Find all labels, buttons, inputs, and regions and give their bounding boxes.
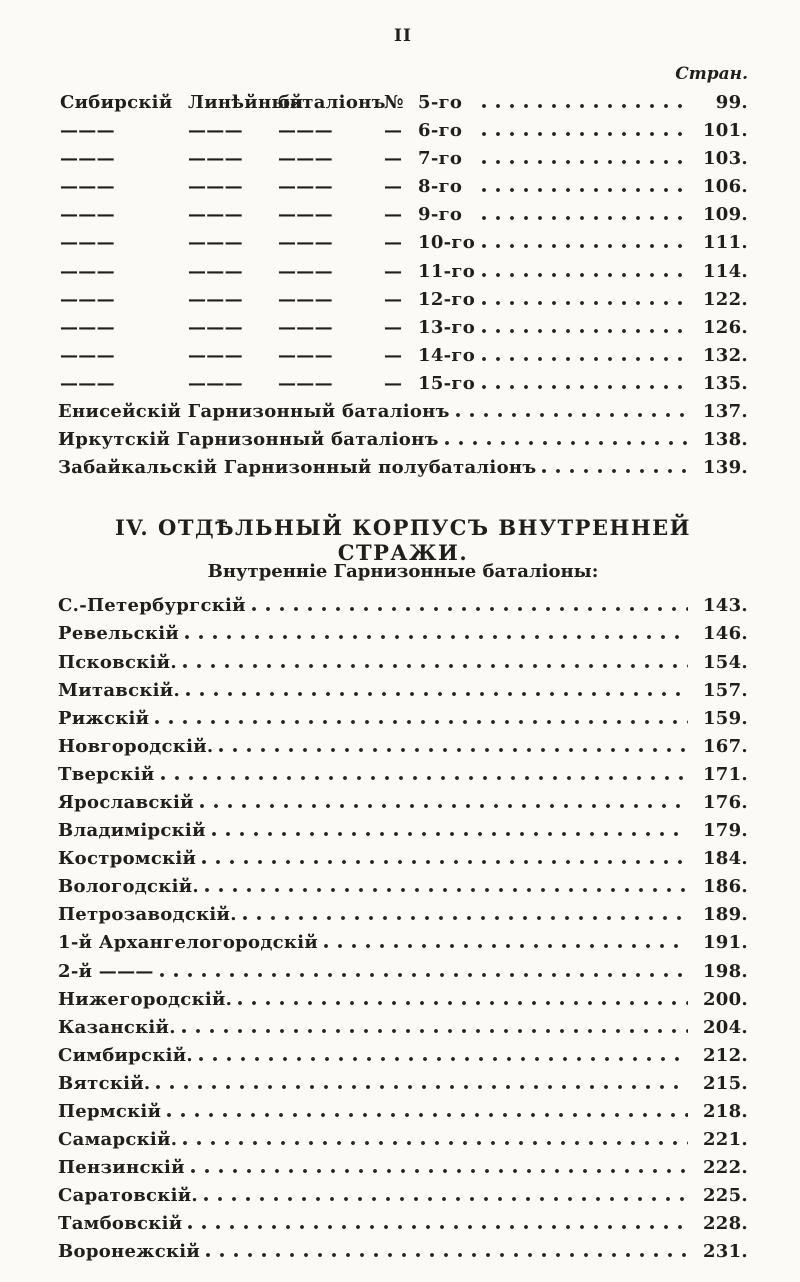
entry-label: Забайкальскій Гарнизонный полубаталіонъ [58,457,537,479]
number-sign: — [384,372,403,394]
list-item [58,1157,748,1185]
list-item [58,401,748,429]
page-ref: 200. [702,988,748,1010]
entry-label: Воронежскій [58,1241,201,1263]
list-item [58,429,748,457]
dot-leader [482,385,688,389]
entry-label: 2-й ——— [58,960,154,982]
list-item [58,1017,748,1045]
entry-label: Саратовскій. [58,1185,198,1207]
dot-leader [482,244,688,248]
page-ref: 218. [702,1101,748,1122]
entry-label: Ярославскій [58,791,194,813]
list-item [58,961,748,989]
regiment-name: ——— [60,148,115,170]
entry-label: С.-Петербургскій [58,595,246,617]
unit-word: ——— [278,344,333,366]
list-item [58,1213,748,1241]
page-ref: 135. [702,372,748,394]
page-ref: 126. [702,316,748,338]
regiment-name: ——— [60,316,115,338]
number-sign: № [384,92,404,113]
dot-leader [238,1001,688,1005]
entry-label: Ревельскій [58,623,180,645]
unit-word: ——— [278,372,333,394]
battalion-number: 7-го [418,148,463,170]
list-item [58,1185,748,1213]
battalion-number: 13-го [418,316,476,338]
page-ref: 184. [702,848,748,870]
unit-word: ——— [278,176,333,198]
list-item [58,932,748,960]
list-item [58,792,748,820]
regiment-name: ——— [60,344,115,366]
unit-word: ——— [278,204,333,226]
dot-leader [185,635,688,639]
dot-leader [482,357,688,361]
regiment-type: ——— [188,372,243,394]
page-ref: 132. [702,344,748,366]
number-sign: — [384,260,403,282]
entry-label: Самарскій. [58,1129,178,1151]
table-row [58,317,748,345]
pages-column-header: Стран. [675,64,748,84]
page-ref: 228. [702,1213,748,1235]
regiment-type: ——— [188,232,243,254]
page-ref: 154. [702,651,748,673]
dot-leader [456,413,688,417]
list-item [58,595,748,623]
page-ref: 143. [702,595,748,617]
dot-leader [542,469,688,473]
battalion-number: 12-го [418,288,476,310]
dot-leader [482,216,688,220]
page-ref: 222. [702,1157,748,1179]
table-row [58,176,748,204]
dot-leader [199,1057,688,1061]
page-ref: 159. [702,707,748,729]
dot-leader [182,1029,688,1033]
page-ref: 204. [702,1016,748,1038]
number-sign: — [384,344,403,366]
dot-leader [252,607,688,611]
regiment-type: ——— [188,260,243,282]
dot-leader [482,273,688,277]
page-ref: 212. [702,1044,748,1066]
dot-leader [183,664,688,668]
list-item [58,680,748,708]
dot-leader [482,104,688,108]
number-sign: — [384,204,403,226]
unit-word: ——— [278,120,333,142]
regiment-name: ——— [60,176,115,198]
entry-label: Иркутскій Гарнизонный баталіонъ [58,429,439,451]
dot-leader [206,1253,688,1257]
dot-leader [167,1113,688,1117]
entry-label: Казанскій. [58,1016,176,1038]
battalion-number: 11-го [418,260,476,282]
page-ref: 137. [702,401,748,423]
entry-label: Нижегородскій. [58,988,233,1010]
page-ref: 176. [702,791,748,813]
table-row [58,373,748,401]
dot-leader [200,804,688,808]
section-subheading: Внутренніе Гарнизонные баталіоны: [207,561,599,583]
page-ref: 106. [702,176,748,198]
page-ref: 179. [702,820,748,842]
page-ref: 171. [702,763,748,785]
table-row [58,345,748,373]
page-number: II [394,26,412,46]
page-ref: 111. [702,232,748,254]
table-row [58,289,748,317]
entry-label: Симбирскій. [58,1044,193,1066]
siberian-battalions-table [58,92,748,401]
list-item [58,652,748,680]
entry-label: Пензинскій [58,1157,185,1179]
page-ref: 122. [702,288,748,310]
regiment-type: ——— [188,204,243,226]
dot-leader [156,1085,688,1089]
page-ref: 99. [715,92,748,113]
dot-leader [155,720,688,724]
unit-word: ——— [278,232,333,254]
entry-label: Тамбовскій [58,1213,183,1235]
list-item [58,876,748,904]
entry-label: Владимірскій [58,820,206,842]
dot-leader [204,1197,688,1201]
dot-leader [324,944,688,948]
page-ref: 157. [702,679,748,701]
page-ref: 191. [702,932,748,954]
regiment-type: ——— [188,344,243,366]
regiment-name: ——— [60,232,115,254]
page-ref: 189. [702,904,748,926]
entry-label: 1-й Архангелогородскій [58,932,318,954]
regiment-name: ——— [60,372,115,394]
number-sign: — [384,316,403,338]
section-heading: IV. ОТДѢЛЬНЫЙ КОРПУСЪ ВНУТРЕННЕЙ СТРАЖИ. [114,515,692,566]
table-row [58,204,748,232]
dot-leader [183,1141,688,1145]
unit-word: ——— [278,148,333,170]
number-sign: — [384,232,403,254]
dot-leader [161,776,689,780]
table-row [58,92,748,120]
entry-label: Пермскій [58,1101,162,1122]
entry-label: Костромскій [58,848,197,870]
regiment-type: ——— [188,176,243,198]
regiment-type: ——— [188,288,243,310]
unit-word: ——— [278,260,333,282]
list-item [58,1129,748,1157]
page-ref: 167. [702,735,748,757]
list-item [58,1073,748,1101]
dot-leader [186,692,688,696]
dot-leader [219,748,688,752]
page-ref: 103. [702,148,748,170]
battalion-number: 6-го [418,120,463,142]
regiment-type: Линѣйный [188,92,304,113]
dot-leader [445,441,688,445]
page-ref: 221. [702,1129,748,1151]
battalion-number: 5-го [418,92,463,113]
regiment-name: ——— [60,260,115,282]
dot-leader [202,860,688,864]
dot-leader [212,832,688,836]
list-item [58,904,748,932]
entry-label: Рижскій [58,707,150,729]
page-ref: 198. [702,960,748,982]
list-item [58,989,748,1017]
number-sign: — [384,120,403,142]
dot-leader [482,160,688,164]
list-item [58,708,748,736]
dot-leader [482,329,688,333]
unit-word: ——— [278,316,333,338]
entry-label: Псковскій. [58,651,177,673]
entry-label: Вологодскій. [58,876,199,898]
page-ref: 215. [702,1072,748,1094]
unit-word: ——— [278,288,333,310]
regiment-name: ——— [60,288,115,310]
table-row [58,148,748,176]
regiment-type: ——— [188,148,243,170]
unit-word: баталіонъ [278,92,386,113]
page-ref: 101. [702,120,748,142]
list-item [58,848,748,876]
entry-label: Новгородскій. [58,735,214,757]
list-item [58,820,748,848]
list-item [58,623,748,651]
battalion-number: 10-го [418,232,476,254]
dot-leader [482,188,688,192]
number-sign: — [384,148,403,170]
entry-label: Енисейскій Гарнизонный баталіонъ [58,401,450,423]
battalion-number: 9-го [418,204,463,226]
table-row [58,232,748,260]
entry-label: Вятскій. [58,1072,151,1094]
dot-leader [243,916,688,920]
table-row [58,261,748,289]
page-ref: 146. [702,623,748,645]
battalion-number: 8-го [418,176,463,198]
dot-leader [205,888,688,892]
entry-label: Митавскій. [58,679,181,701]
list-item [58,1241,748,1269]
page-ref: 109. [702,204,748,226]
regiment-name: ——— [60,120,115,142]
battalion-number: 14-го [418,344,476,366]
number-sign: — [384,288,403,310]
entry-label: Тверскій [58,763,155,785]
dot-leader [482,132,688,136]
garrison-list [58,401,748,485]
regiment-type: ——— [188,120,243,142]
page-ref: 114. [702,260,748,282]
list-item [58,764,748,792]
list-item [58,457,748,485]
list-item [58,1045,748,1073]
page-ref: 138. [702,429,748,451]
battalion-list [58,595,748,1269]
dot-leader [482,301,688,305]
regiment-type: ——— [188,316,243,338]
regiment-name: Сибирскій [60,92,173,113]
list-item [58,736,748,764]
dot-leader [188,1225,688,1229]
dot-leader [191,1169,688,1173]
regiment-name: ——— [60,204,115,226]
page-ref: 139. [702,457,748,479]
dot-leader [160,973,688,977]
number-sign: — [384,176,403,198]
entry-label: Петрозаводскій. [58,904,237,926]
table-row [58,120,748,148]
page-ref: 231. [702,1241,748,1263]
page-ref: 225. [702,1185,748,1207]
list-item [58,1101,748,1129]
page-ref: 186. [702,876,748,898]
battalion-number: 15-го [418,372,476,394]
